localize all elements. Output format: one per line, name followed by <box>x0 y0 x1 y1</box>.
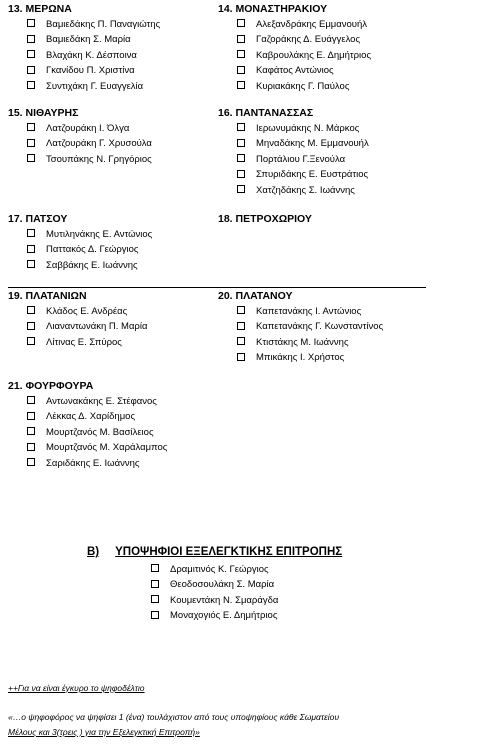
section-17-patsou <box>8 213 152 273</box>
list-item[interactable] <box>237 48 371 63</box>
checkbox[interactable] <box>27 245 35 253</box>
member-name: Αντωνακάκης Ε. Στέφανος <box>46 396 157 407</box>
member-name: Μοναχογιός Ε. Δημήτριος <box>170 610 278 622</box>
list-item[interactable] <box>27 440 167 455</box>
checkbox[interactable] <box>27 139 35 147</box>
voting-rule-line-2: Μέλους και 3(τρεις ) για την Εξελεγκτική Επιτροπή» <box>8 727 200 737</box>
checkbox[interactable] <box>27 19 35 27</box>
checkbox[interactable] <box>27 396 35 404</box>
member-name: Θεοδοσουλάκη Σ. Μαρία <box>170 579 275 591</box>
checkbox[interactable] <box>27 458 35 466</box>
checkbox[interactable] <box>237 322 245 330</box>
list-item[interactable] <box>27 425 167 440</box>
member-name: Γαζοράκης Δ. Ευάγγελος <box>256 34 361 46</box>
checkbox[interactable] <box>237 337 245 345</box>
section-15-nithavris <box>8 107 152 167</box>
list-item[interactable] <box>237 167 369 182</box>
member-name: Λιαναντωνάκη Π. Μαρία <box>46 321 148 333</box>
list-item[interactable] <box>237 63 371 78</box>
list-item[interactable] <box>27 17 160 32</box>
section-14-monastirakiou <box>218 3 371 94</box>
member-name: Βαμιεδάκης Π. Παναγιώτης <box>46 19 161 30</box>
checkbox[interactable] <box>27 50 35 58</box>
section-title: 15. ΝΙΘΑΥΡΗΣ <box>8 107 79 119</box>
checkbox[interactable] <box>237 185 245 193</box>
voting-rule-note <box>8 710 339 740</box>
list-item[interactable] <box>27 63 160 78</box>
section-19-plataniwn <box>8 290 147 350</box>
member-name: Συντιχάκη Γ. Ευαγγελία <box>46 80 144 92</box>
member-name: Κουμεντάκη Ν. Σμαράγδα <box>170 594 279 606</box>
checkbox[interactable] <box>237 139 245 147</box>
list-item[interactable] <box>27 48 160 63</box>
list-item[interactable] <box>151 608 278 623</box>
checkbox[interactable] <box>237 123 245 131</box>
member-name: Σαββάκης Ε. Ιωάννης <box>46 259 138 271</box>
list-item[interactable] <box>27 32 160 47</box>
list-item[interactable] <box>237 136 369 151</box>
section-title: 16. ΠΑΝΤΑΝΑΣΣΑΣ <box>218 107 314 119</box>
checkbox[interactable] <box>237 81 245 89</box>
list-item[interactable] <box>151 562 278 577</box>
checkbox[interactable] <box>151 611 159 619</box>
checkbox[interactable] <box>237 170 245 178</box>
checkbox[interactable] <box>237 306 245 314</box>
list-item[interactable] <box>237 350 383 365</box>
list-item[interactable] <box>27 335 147 350</box>
member-list <box>237 121 369 198</box>
member-name: Κτιστάκης Μ. Ιωάννης <box>256 336 349 348</box>
committee-letter: Β) <box>87 546 100 558</box>
member-name: Λίτινας Ε. Σπύρος <box>46 336 122 348</box>
committee-member-list <box>151 562 278 624</box>
member-list <box>27 304 147 350</box>
list-item[interactable] <box>27 319 147 334</box>
list-item[interactable] <box>237 121 369 136</box>
list-item[interactable] <box>27 394 167 409</box>
list-item[interactable] <box>27 121 152 136</box>
member-name: Παττακός Δ. Γεώργιος <box>46 244 139 256</box>
section-16-pantanassas <box>218 107 369 198</box>
member-name: Μουρτζανός Μ. Βασίλειος <box>46 426 154 438</box>
voting-rule-line-1: «…ο ψηφοφόρος να ψηφίσει 1 (ένα) τουλάχιστον από τους υποψηφίους κάθε Σωματείου <box>8 712 340 722</box>
checkbox[interactable] <box>27 322 35 330</box>
section-title: 17. ΠΑΤΣΟΥ <box>8 213 68 225</box>
member-list <box>27 17 160 94</box>
list-item[interactable] <box>27 304 147 319</box>
member-name: Βαμιεδάκη Σ. Μαρία <box>46 34 131 46</box>
section-18-petrochoriou <box>218 213 312 225</box>
checkbox[interactable] <box>27 337 35 345</box>
list-item[interactable] <box>27 79 160 94</box>
checkbox[interactable] <box>237 50 245 58</box>
list-item[interactable] <box>27 242 152 257</box>
checkbox[interactable] <box>27 81 35 89</box>
section-title: 21. ΦΟΥΡΦΟΥΡΑ <box>8 380 94 392</box>
member-name: Καπετανάκης Ι. Αντώνιος <box>256 306 362 317</box>
checkbox[interactable] <box>151 595 159 603</box>
member-list <box>237 17 371 94</box>
member-list <box>27 227 152 273</box>
list-item[interactable] <box>151 577 278 592</box>
member-name: Λέκκας Δ. Χαρίδημος <box>46 411 136 423</box>
section-divider <box>8 287 426 288</box>
section-21-fourfoura <box>8 380 167 471</box>
member-name: Σαριδάκης Ε. Ιωάννης <box>46 457 140 469</box>
checkbox[interactable] <box>27 66 35 74</box>
section-title: 13. ΜΕΡΩΝΑ <box>8 3 72 15</box>
member-name: Σπυριδάκης Ε. Ευστράτιος <box>256 169 369 181</box>
list-item[interactable] <box>27 136 152 151</box>
checkbox[interactable] <box>27 306 35 314</box>
list-item[interactable] <box>237 319 383 334</box>
section-13-merona <box>8 3 160 94</box>
checkbox[interactable] <box>237 66 245 74</box>
member-name: Μπικάκης Ι. Χρήστος <box>256 352 345 364</box>
member-name: Καφάτος Αντώνιος <box>256 65 334 77</box>
member-name: Κυριακάκης Γ. Παύλος <box>256 80 350 92</box>
list-item[interactable] <box>151 593 278 608</box>
list-item[interactable] <box>237 79 371 94</box>
checkbox[interactable] <box>27 412 35 420</box>
member-name: Ιερωνυμάκης Ν. Μάρκος <box>256 123 360 134</box>
member-name: Δραμιτινός Κ. Γεώργιος <box>170 564 269 575</box>
checkbox[interactable] <box>237 35 245 43</box>
checkbox[interactable] <box>237 154 245 162</box>
member-name: Καπετανάκης Γ. Κωνσταντίνος <box>256 321 384 333</box>
validity-note: ++Για να είναι έγκυρο το ψηφοδέλτιο <box>8 683 145 693</box>
committee-heading <box>87 546 342 558</box>
checkbox[interactable] <box>27 229 35 237</box>
checkbox[interactable] <box>237 19 245 27</box>
list-item[interactable] <box>27 456 167 471</box>
section-20-platanou <box>218 290 383 366</box>
member-name: Γκανίδου Π. Χριστίνα <box>46 65 135 77</box>
member-name: Καβρουλάκης Ε. Δημήτριος <box>256 49 372 61</box>
member-list <box>237 304 383 366</box>
list-item[interactable] <box>27 409 167 424</box>
member-name: Μυτιληνάκης Ε. Αντώνιος <box>46 229 153 240</box>
list-item[interactable] <box>237 183 369 198</box>
member-name: Λατζουράκη Γ. Χρυσούλα <box>46 138 152 150</box>
checkbox[interactable] <box>27 427 35 435</box>
checkbox[interactable] <box>27 443 35 451</box>
list-item[interactable] <box>27 258 152 273</box>
member-list <box>27 121 152 167</box>
list-item[interactable] <box>27 227 152 242</box>
section-title: 19. ΠΛΑΤΑΝΙΩΝ <box>8 290 87 302</box>
member-name: Τσουπάκης Ν. Γρηγόριος <box>46 153 152 165</box>
list-item[interactable] <box>237 32 371 47</box>
checkbox[interactable] <box>151 564 159 572</box>
checkbox[interactable] <box>27 260 35 268</box>
member-name: Κλάδος Ε. Ανδρέας <box>46 306 128 317</box>
checkbox[interactable] <box>27 154 35 162</box>
checkbox[interactable] <box>27 35 35 43</box>
committee-title: ΥΠΟΨΗΦΙΟΙ ΕΞΕΛΕΓΚΤΙΚΗΣ ΕΠΙΤΡΟΠΗΣ <box>115 546 343 558</box>
checkbox[interactable] <box>27 123 35 131</box>
member-name: Λατζουράκη Ι. Όλγα <box>46 123 130 134</box>
section-title: 20. ΠΛΑΤΑΝΟΥ <box>218 290 293 302</box>
checkbox[interactable] <box>151 580 159 588</box>
checkbox[interactable] <box>237 353 245 361</box>
member-name: Μουρτζανός Μ. Χαράλαμπος <box>46 442 168 454</box>
member-name: Βλαχάκη Κ. Δέσποινα <box>46 49 137 61</box>
list-item[interactable] <box>237 335 383 350</box>
section-title: 18. ΠΕΤΡΟΧΩΡΙΟΥ <box>218 213 312 225</box>
list-item[interactable] <box>27 152 152 167</box>
list-item[interactable] <box>237 152 369 167</box>
member-name: Αλεξανδράκης Εμμανουήλ <box>256 19 368 30</box>
member-name: Πορτάλιου Γ.Ξενούλα <box>256 153 346 165</box>
member-list <box>27 394 167 471</box>
list-item[interactable] <box>237 17 371 32</box>
list-item[interactable] <box>237 304 383 319</box>
member-name: Χατζηδάκης Σ. Ιωάννης <box>256 184 355 196</box>
section-title: 14. ΜΟΝΑΣΤΗΡΑΚΙΟΥ <box>218 3 328 15</box>
member-name: Μηναδάκης Μ. Εμμανουήλ <box>256 138 369 150</box>
